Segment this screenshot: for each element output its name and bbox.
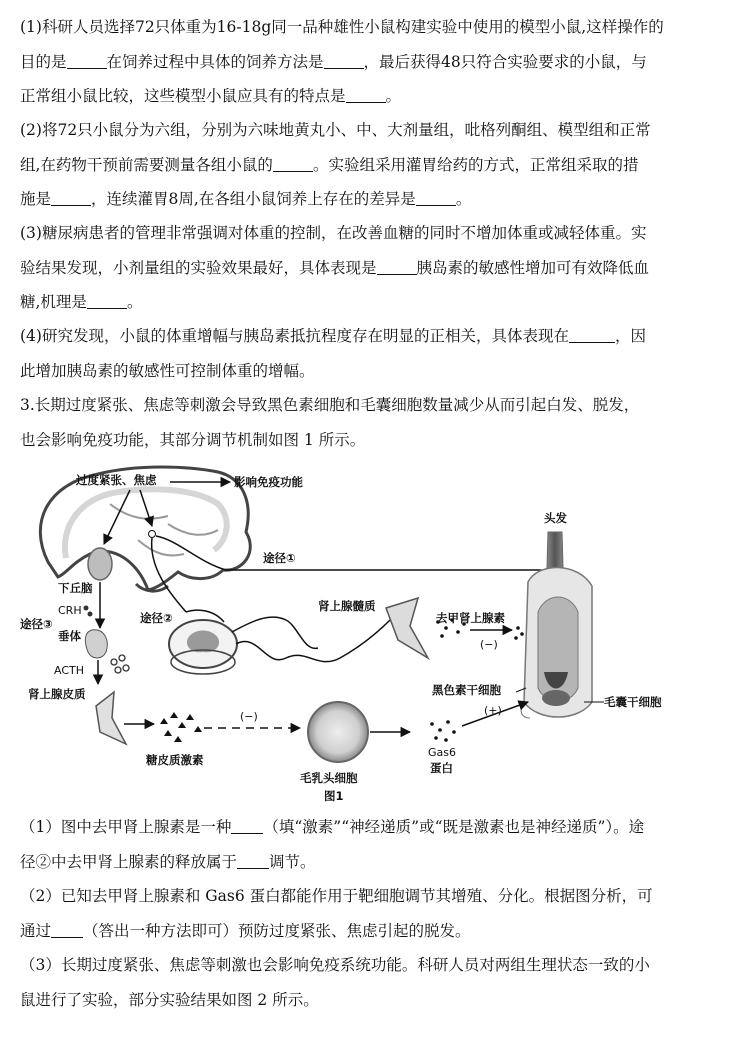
answer-blank[interactable] (51, 190, 91, 207)
answer-blank[interactable] (416, 190, 456, 207)
gas6-label: Gas6 (428, 746, 456, 759)
pituitary-shape (85, 630, 107, 658)
receptor-dots (514, 626, 524, 640)
answer-blank[interactable] (87, 293, 127, 310)
gas6-dots (430, 720, 456, 742)
sub-question-2: （2）已知去甲肾上腺素和 Gas6 蛋白都能作用于靶细胞调节其增殖、分化。根据图分析，可 通过 （答出一种方法即可）预防过度紧张、焦虑引起的脱发。 (20, 887, 653, 940)
norepinephrine-label: 去甲肾上腺素 (436, 611, 505, 625)
glucocorticoid-triangles (160, 712, 202, 742)
glucocorticoid-label: 糖皮质激素 (146, 753, 204, 767)
hair-label: 头发 (544, 511, 567, 525)
adrenal-medulla-label: 肾上腺髓质 (318, 599, 376, 613)
stress-to-hypothalamus-arrow (104, 490, 130, 544)
sympathetic-nerve-2 (232, 617, 318, 648)
hypothalamus-label: 下丘脑 (58, 581, 93, 595)
question-4: (4)研究发现，小鼠的体重增幅与胰岛素抵抗程度存在明显的正相关，具体表现在 ，因 此增加胰岛素的敏感性可控制体重的增幅。 (20, 327, 646, 380)
answer-blank[interactable] (324, 52, 364, 69)
brain-gyrus (110, 504, 168, 519)
answer-blank[interactable] (377, 258, 417, 275)
q1-line1: (1)科研人员选择72只体重为16-18g同一品种雄性小鼠构建实验中使用的模型小鼠,这样操作的 (20, 18, 664, 36)
melanocyte-stem-label: 黑色素干细胞 (432, 683, 501, 697)
minus-2-label: (−) (240, 710, 258, 723)
crh-dots (84, 606, 93, 617)
pituitary-label: 垂体 (58, 629, 81, 643)
figure-caption: 图1 (324, 789, 344, 803)
answer-blank[interactable] (231, 818, 263, 835)
spinal-cord (169, 610, 237, 674)
brainstem-node (149, 531, 156, 538)
dermal-papilla-label: 毛乳头细胞 (300, 771, 358, 785)
question-2: (2)将72只小鼠分为六组，分别为六味地黄丸小、中、大剂量组，吡格列酮组、模型组和正常 组,在药物干预前需要测量各组小鼠的 。实验组采用灌胃给药的方式，正常组采取的措 施是 ，连续灌胃8周,在各组小鼠饲养上存在的差异是 。 (20, 121, 651, 208)
adrenal-cortex-shape (96, 692, 126, 744)
adrenal-cortex-label: 肾上腺皮质 (28, 687, 86, 701)
answer-blank[interactable] (51, 921, 83, 938)
pathway-2-label: 途径② (140, 611, 173, 625)
minus-1-label: (−) (480, 638, 498, 651)
pathway-3-label: 途径③ (20, 617, 53, 631)
brain-gyrus (168, 524, 218, 535)
answer-blank[interactable] (237, 852, 269, 869)
immune-label: 影响免疫功能 (234, 475, 303, 489)
answer-blank[interactable] (346, 87, 386, 104)
question-1: (1)科研人员选择72只体重为16-18g同一品种雄性小鼠构建实验中使用的模型小鼠,这样操作的 目的是 在饲养过程中具体的饲养方法是 ，最后获得48只符合实验要求的小鼠，与 正常组小鼠比较，这些模型小鼠应具有的特点是 。 (20, 18, 664, 105)
answer-blank[interactable] (67, 52, 107, 69)
gas6-protein-label: 蛋白 (430, 761, 453, 775)
plus-label: (+) (484, 704, 502, 717)
problem-3-intro: 3.长期过度紧张、焦虑等刺激会导致黑色素细胞和毛囊细胞数量减少从而引起白发、脱发， 也会影响免疫功能，其部分调节机制如图 1 所示。 (20, 396, 640, 449)
stress-label: 过度紧张、焦虑 (76, 473, 157, 487)
sub-question-1: （1）图中去甲肾上腺素是一种 （填“激素”“神经递质”或“既是激素也是神经递质”）。途 径②中去甲肾上腺素的释放属于 调节。 (20, 818, 645, 871)
stress-to-brainstem-arrow (140, 490, 152, 526)
pathway-1-label: 途径① (263, 551, 296, 565)
acth-dots (111, 655, 129, 673)
sub-question-3: （3）长期过度紧张、焦虑等刺激也会影响免疫系统功能。科研人员对两组生理状态一致的小 鼠进行了实验，部分实验结果如图 2 所示。 (20, 956, 650, 1009)
adrenal-medulla-shape (386, 598, 428, 658)
figure-1-diagram (18, 462, 730, 807)
hypothalamus-shape (88, 548, 112, 580)
answer-blank[interactable] (569, 327, 615, 344)
brain-inner-fold (65, 489, 227, 558)
brain-gyrus (138, 540, 184, 555)
acth-label: ACTH (54, 664, 85, 677)
sympathetic-nerve (236, 620, 390, 662)
follicle-stem-label: 毛囊干细胞 (604, 695, 662, 709)
dermal-papilla-cell (308, 702, 368, 762)
answer-blank[interactable] (273, 155, 313, 172)
question-3: (3)糖尿病患者的管理非常强调对体重的控制，在改善血糖的同时不增加体重或减轻体重。实 验结果发现，小剂量组的实验效果最好，具体表现是 胰岛素的敏感性增加可有效降低血 糖,机理是 。 (20, 224, 650, 311)
crh-label: CRH (58, 604, 82, 617)
hair-follicle (521, 532, 592, 718)
